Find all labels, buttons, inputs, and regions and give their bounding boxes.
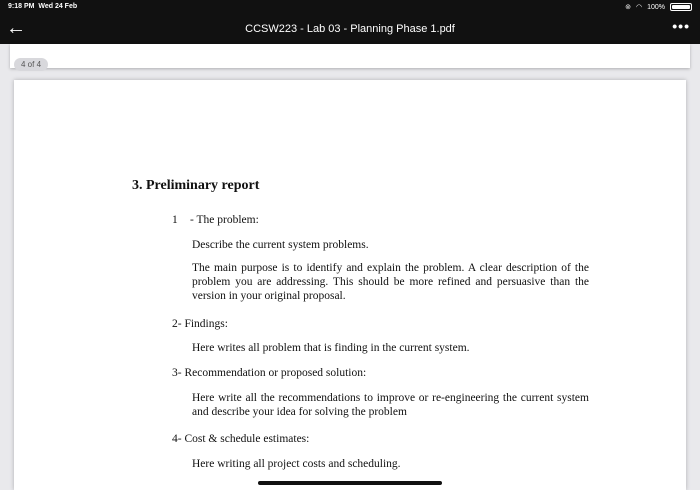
item1-number: 1 xyxy=(172,214,178,226)
item1-title: - The problem: xyxy=(190,214,259,226)
home-indicator[interactable] xyxy=(258,481,442,485)
document-title: CCSW223 - Lab 03 - Planning Phase 1.pdf xyxy=(245,23,455,35)
battery-icon xyxy=(670,3,692,11)
item3-title: 3- Recommendation or proposed solution: xyxy=(172,367,367,379)
item4-title: 4- Cost & schedule estimates: xyxy=(172,433,310,445)
battery-percent: 100% xyxy=(647,3,665,11)
screen-lock-icon: ⊚ xyxy=(625,4,631,11)
pdf-page xyxy=(14,80,686,490)
status-time: 9:18 PM Wed 24 Feb xyxy=(8,3,78,10)
item1-description: Describe the current system problems. xyxy=(192,239,369,251)
status-indicators xyxy=(625,3,692,11)
item2-title: 2- Findings: xyxy=(172,318,228,330)
more-options-icon[interactable]: ••• xyxy=(672,18,690,34)
status-bar xyxy=(0,0,700,14)
item1-paragraph: The main purpose is to identify and explain the problem. A clear description of the problem you are addressing. This should be more refined and persuasive than the version in your original proposal. xyxy=(192,262,589,302)
item3-description: Here write all the recommendations to improve or re-engineering the current system and describe your idea for solving the problem xyxy=(192,392,589,418)
back-arrow-icon[interactable]: ← xyxy=(6,17,26,39)
section-heading: 3. Preliminary report xyxy=(132,178,260,193)
item4-description: Here writing all project costs and scheduling. xyxy=(192,458,401,470)
page-indicator: 4 of 4 xyxy=(14,58,48,71)
item2-description: Here writes all problem that is finding in the current system. xyxy=(192,342,470,354)
previous-page-edge xyxy=(10,44,690,68)
wifi-icon: ◠ xyxy=(635,4,643,11)
pdf-viewer-toolbar xyxy=(0,14,700,44)
